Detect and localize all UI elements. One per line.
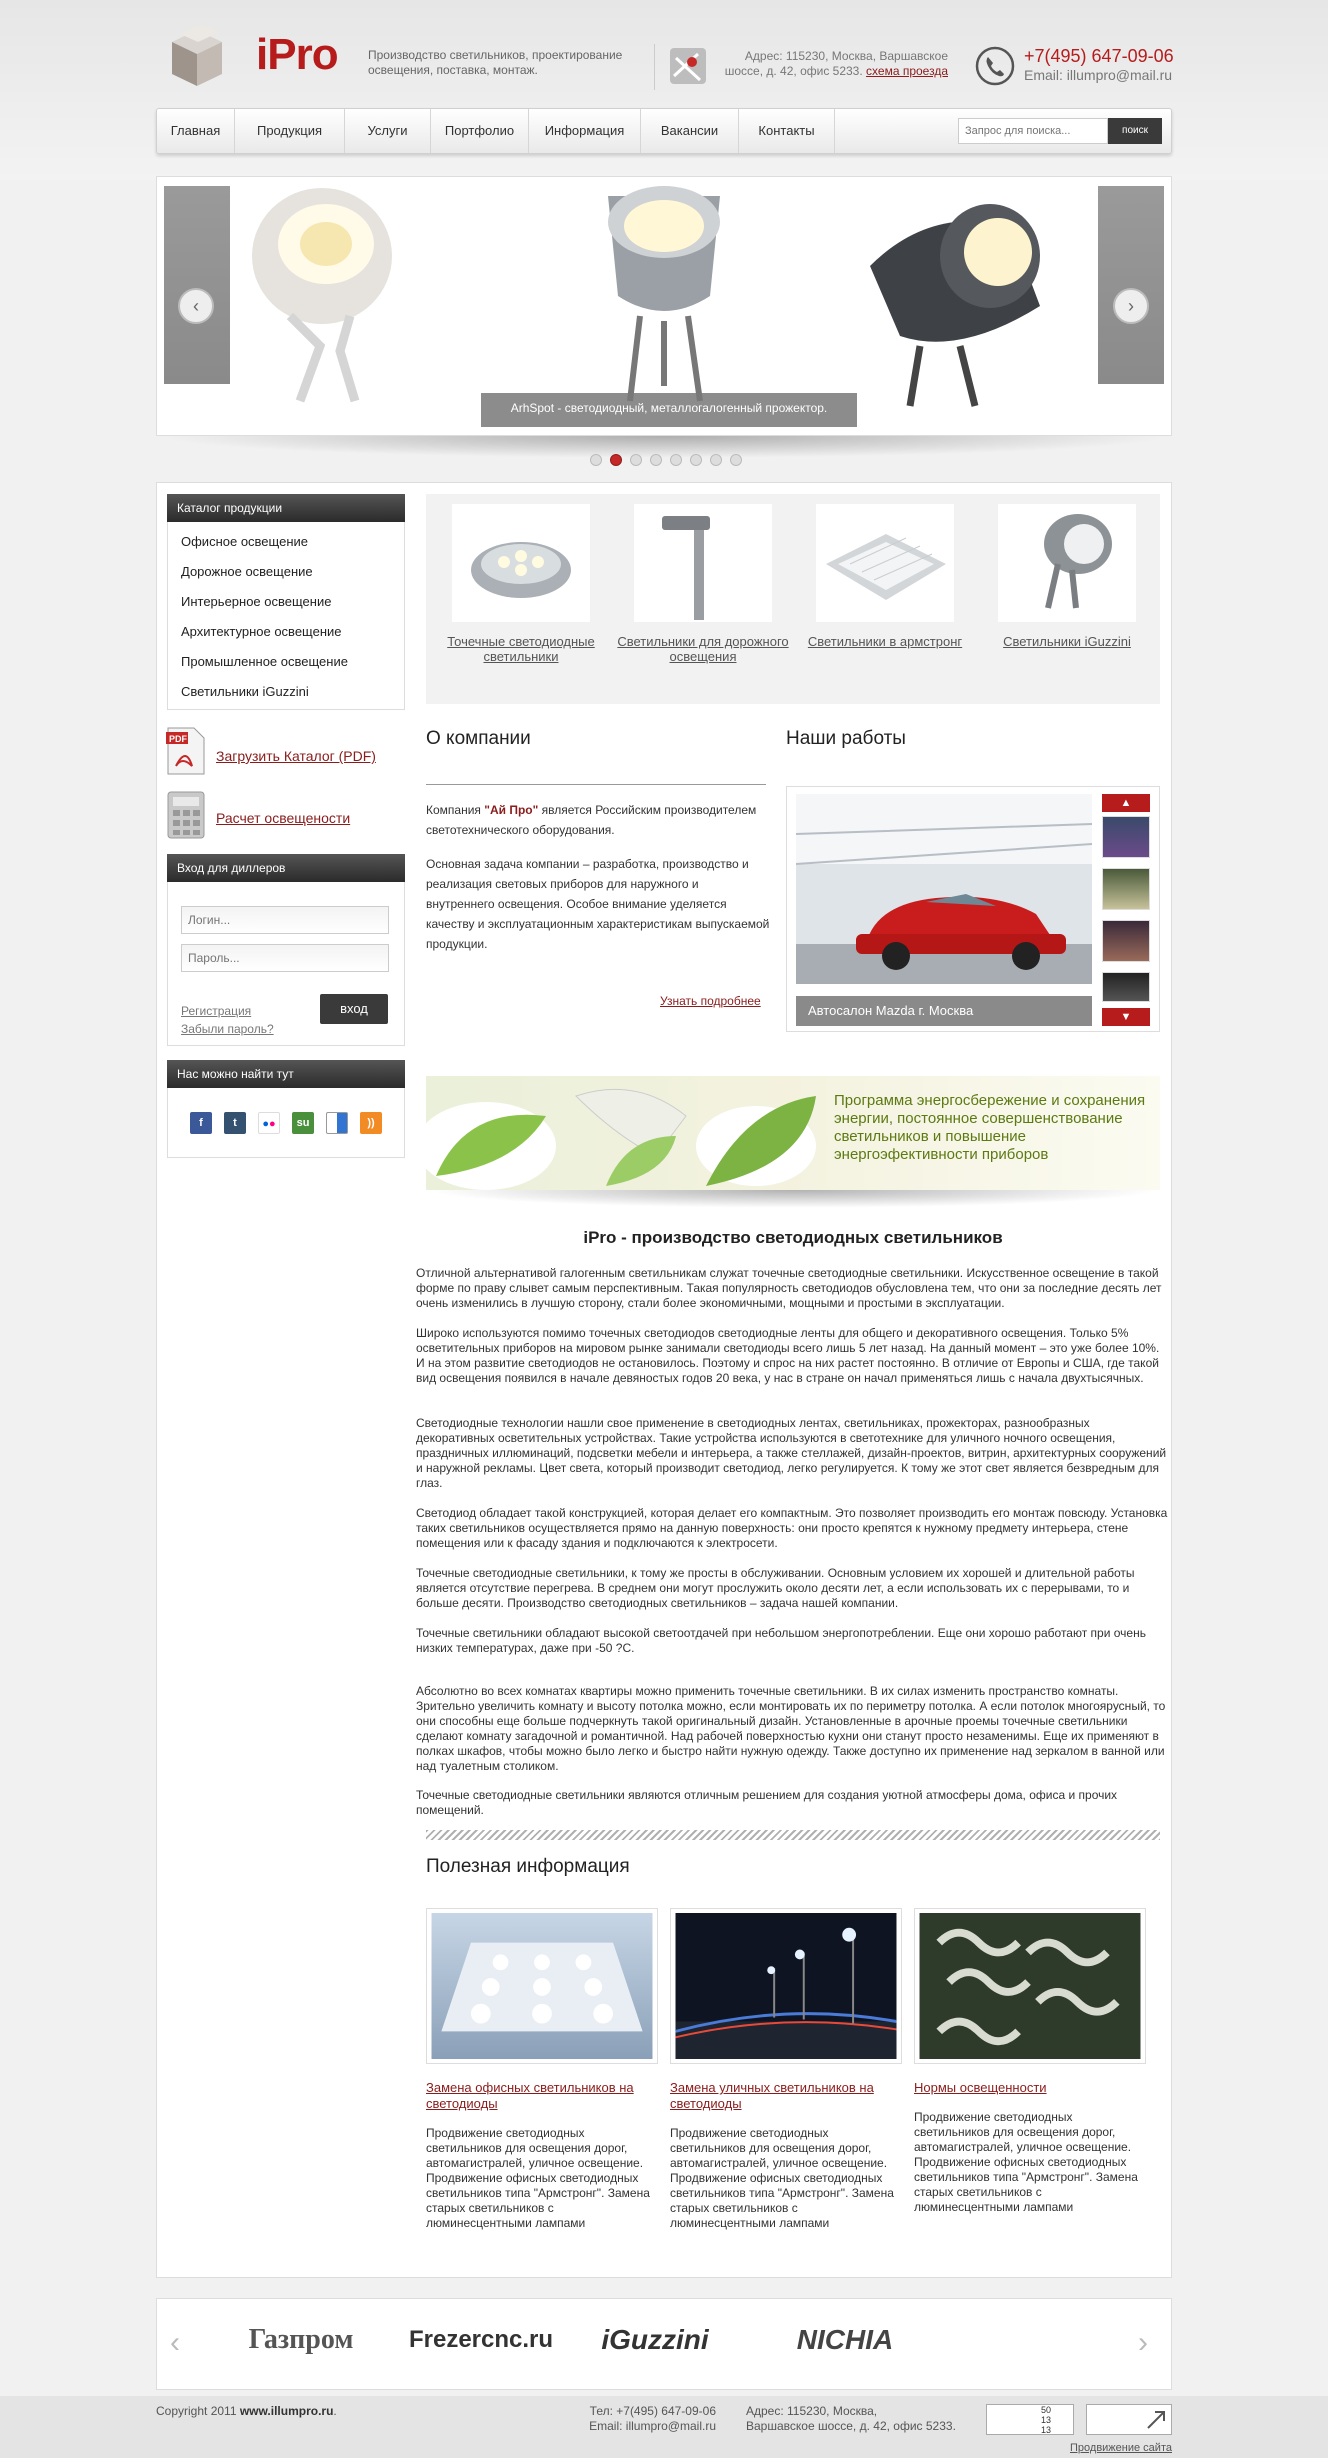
svg-text:PDF: PDF bbox=[169, 734, 187, 744]
flickr-icon[interactable]: ●● bbox=[258, 1112, 280, 1134]
catalog-item-iguzzini[interactable]: Светильники iGuzzini bbox=[181, 684, 309, 699]
info-desc-norms: Продвижение светодиодных светильников для освещения дорог, автомагистралей, уличное освещение. Продвижение офисных светодиодных светильников типа "Армстронг". Замена старых светильников с люминесцентными лампами bbox=[914, 2110, 1138, 2214]
slider-prev-panel bbox=[164, 186, 230, 384]
search-button[interactable]: поиск bbox=[1108, 118, 1162, 144]
slider-dot[interactable] bbox=[690, 454, 702, 466]
header-divider bbox=[654, 44, 655, 90]
info-image-lamps[interactable] bbox=[914, 1908, 1146, 2064]
banner-text: Программа энергосбережение и сохранения энергии, постоянное совершенствование светильников и повышение энергоэфективности приборов bbox=[834, 1092, 1146, 1163]
nav-item-portfolio[interactable]: Портфолио bbox=[431, 109, 529, 153]
slider-image bbox=[230, 186, 1098, 426]
arrow-right-icon[interactable]: › bbox=[1113, 288, 1149, 324]
works-title: Наши работы bbox=[786, 728, 906, 749]
partner-logo-iguzzini[interactable]: iGuzzini bbox=[601, 2324, 709, 2355]
product-link-iguzzini[interactable]: Светильники iGuzzini bbox=[1003, 634, 1131, 649]
banner-image bbox=[426, 1076, 826, 1190]
slider-dot[interactable] bbox=[710, 454, 722, 466]
catalog-item-road[interactable]: Дорожное освещение bbox=[181, 564, 313, 579]
rss-icon[interactable]: )) bbox=[360, 1112, 382, 1134]
nav-item-home[interactable]: Главная bbox=[157, 109, 235, 153]
phone-icon bbox=[975, 46, 1015, 86]
nav-item-vacancies[interactable]: Вакансии bbox=[641, 109, 739, 153]
partners-next-icon[interactable]: › bbox=[1138, 2326, 1148, 2359]
nav-item-products[interactable]: Продукция bbox=[235, 109, 345, 153]
header-email: Email: illumpro@mail.ru bbox=[1024, 67, 1173, 83]
stats-badge[interactable] bbox=[1086, 2404, 1172, 2435]
about-title: О компании bbox=[426, 728, 531, 749]
delicious-icon[interactable] bbox=[326, 1112, 348, 1134]
banner-shadow bbox=[426, 1190, 1160, 1208]
catalog-header: Каталог продукции bbox=[167, 494, 405, 522]
info-link-norms[interactable]: Нормы освещенности bbox=[914, 2080, 1047, 2095]
footer-contacts: Тел: +7(495) 647-09-06 Email: illumpro@mail.ru bbox=[589, 2404, 716, 2433]
slider-dot[interactable] bbox=[650, 454, 662, 466]
register-link[interactable]: Регистрация bbox=[181, 1004, 252, 1018]
info-link-street[interactable]: Замена уличных светильников на светодиоды bbox=[670, 2080, 874, 2111]
article-paragraph: Точечные светодиодные светильники являются отличным решением для создания уютной атмосферы дома, офиса и прочих помещений. bbox=[416, 1788, 1118, 1817]
works-thumb[interactable] bbox=[1102, 972, 1150, 1002]
article-paragraph: Точечные светодиодные светильники, к тому же просты в обслуживании. Основным условием их хорошей и длительной работы является отсутствие перегрева. В среднем они могут прослужить около десяти лет, а если использовать их с перерывами, то и больше десяти. Производство светодиодных светильников – задача нашей компании. bbox=[416, 1566, 1135, 1610]
article-paragraph: Светодиод обладает такой конструкцией, которая делает его компактным. Это позволяет производить его монтаж повсюду. Установка таких светильников осуществляется прямо на данную поверхность: они просто крепятся к нужному предмету интерьера, стене помещения или к фасаду здания и подключаются к электросети. bbox=[416, 1506, 1168, 1550]
dealers-header: Вход для диллеров bbox=[167, 854, 405, 882]
slider-dot[interactable] bbox=[630, 454, 642, 466]
pdf-icon bbox=[166, 726, 206, 776]
product-image-iguzzini[interactable] bbox=[998, 504, 1136, 622]
catalog-item-industrial[interactable]: Промышленное освещение bbox=[181, 654, 348, 669]
login-button[interactable]: вход bbox=[320, 994, 388, 1024]
product-link-armstrong[interactable]: Светильники в армстронг bbox=[807, 634, 963, 649]
slider-next-panel bbox=[1098, 186, 1164, 384]
tumblr-icon[interactable]: t bbox=[224, 1112, 246, 1134]
works-thumb[interactable] bbox=[1102, 920, 1150, 962]
works-thumb[interactable] bbox=[1102, 816, 1150, 858]
product-image-spot[interactable] bbox=[452, 504, 590, 622]
partner-logo-gazprom[interactable]: Газпром bbox=[248, 2324, 354, 2355]
about-more-link[interactable]: Узнать подробнее bbox=[660, 994, 761, 1008]
logo-cube-icon[interactable] bbox=[162, 22, 232, 92]
partner-logo-nichia[interactable]: NICHIA bbox=[796, 2324, 894, 2355]
useful-title: Полезная информация bbox=[426, 1856, 630, 1877]
slider-caption: ArhSpot - светодиодный, металлогалогенный прожектор. bbox=[481, 393, 857, 427]
slider-dot[interactable] bbox=[670, 454, 682, 466]
section-divider-stripes bbox=[426, 1830, 1160, 1840]
password-input[interactable] bbox=[181, 944, 389, 972]
partners-prev-icon[interactable]: ‹ bbox=[170, 2326, 180, 2359]
slider-dot-active[interactable] bbox=[610, 454, 622, 466]
product-image-armstrong[interactable] bbox=[816, 504, 954, 622]
info-image-street[interactable] bbox=[670, 1908, 902, 2064]
map-icon bbox=[668, 46, 708, 86]
catalog-item-architectural[interactable]: Архитектурное освещение bbox=[181, 624, 342, 639]
product-image-road[interactable] bbox=[634, 504, 772, 622]
catalog-item-interior[interactable]: Интерьерное освещение bbox=[181, 594, 332, 609]
works-thumb[interactable] bbox=[1102, 868, 1150, 910]
promo-link[interactable]: Продвижение сайта bbox=[1070, 2442, 1172, 2454]
copyright: Copyright 2011 www.illumpro.ru. bbox=[156, 2404, 337, 2418]
nav-item-services[interactable]: Услуги bbox=[345, 109, 431, 153]
download-catalog-link[interactable]: Загрузить Каталог (PDF) bbox=[216, 748, 376, 764]
info-desc-street: Продвижение светодиодных светильников для освещения дорог, автомагистралей, уличное освещение. Продвижение офисных светодиодных светильников типа "Армстронг". Замена старых светильников с люминесцентными лампами bbox=[670, 2126, 894, 2230]
article-paragraph: Светодиодные технологии нашли свое применение в светодиодных лентах, светильниках, прожекторах, разнообразных декоративных осветительных устройствах. Такие устройства используются в светотехнике для уличного ночного освещения, праздничных иллюминаций, подсветки мебели и интерьера, а также стеллажей, дизайн-проектов, витрин, архитектурных сооружений и наружной рекламы. Цвет света, который производит светодиод, легко регулируется. К тому же этот свет является безвредным для глаз. bbox=[416, 1416, 1167, 1490]
nav-item-contacts[interactable]: Контакты bbox=[739, 109, 835, 153]
search-input[interactable] bbox=[958, 118, 1108, 144]
nav-item-info[interactable]: Информация bbox=[529, 109, 641, 153]
logo-text[interactable]: iPro bbox=[256, 30, 338, 79]
catalog-item-office[interactable]: Офисное освещение bbox=[181, 534, 308, 549]
about-text-2: Основная задача компании – разработка, производство и реализация световых приборов для наружного и внутреннего освещения. Особое внимание уделяется качеству и эксплуатационным характеристикам выпускаемой продукции. bbox=[426, 857, 770, 951]
about-text-1: Компания "Ай Про" является Российским производителем светотехнического оборудования. bbox=[426, 803, 757, 837]
stumbleupon-icon[interactable]: su bbox=[292, 1112, 314, 1134]
works-main-image[interactable] bbox=[796, 794, 1092, 984]
facebook-icon[interactable]: f bbox=[190, 1112, 212, 1134]
header-address: Адрес: 115230, Москва, Варшавское шоссе, д. 42, офис 5233. схема проезда bbox=[724, 49, 948, 78]
social-header: Нас можно найти тут bbox=[167, 1060, 405, 1088]
tagline: Производство светильников, проектирование освещения, поставка, монтаж. bbox=[368, 48, 623, 77]
arrow-up-right-icon bbox=[1145, 2409, 1167, 2431]
info-image-office[interactable] bbox=[426, 1908, 658, 2064]
article-paragraph: Отличной альтернативой галогенным светильникам служат точечные светодиодные светильники. Искусственное освещение в такой форме по праву слывет самым перспективным. Такая популярность светодиодов обусловлена тем, что они за последние десять лет очень изменились в лучшую сторону, стали более экономичными, мощными и простыми в эксплуатации. bbox=[416, 1266, 1162, 1310]
slider-dot[interactable] bbox=[590, 454, 602, 466]
header-phone: +7(495) 647-09-06 bbox=[1024, 46, 1174, 66]
calculator-icon bbox=[166, 790, 206, 840]
works-caption: Автосалон Mazda г. Москва bbox=[796, 996, 1092, 1026]
chevron-up-icon[interactable]: ▲ bbox=[1102, 794, 1150, 812]
article-paragraph: Широко используются помимо точечных светодиодов светодиодные ленты для общего и декоративного освещения. Только 5% осветительных приборов на мировом рынке занимали светодиоды всего лишь 5 лет назад. На данный момент – это уже более 10%. И на этом развитие светодиодов не остановилось. Поэтому и спрос на них растет постоянно. В отличие от Европы и США, где такой вид освещения появился в начале девяностых годов 20 века, у нас в стране он начал применяться лишь с начала двухтысячных. bbox=[416, 1326, 1160, 1385]
slider-dot[interactable] bbox=[730, 454, 742, 466]
slider-shadow bbox=[156, 436, 1172, 458]
forgot-password-link[interactable]: Забыли пароль? bbox=[181, 1022, 274, 1036]
arrow-left-icon[interactable]: ‹ bbox=[178, 288, 214, 324]
article-paragraph: Абсолютно во всех комнатах квартиры можно применить точечные светильники. В их силах изменить пространство комнаты. Зрительно увеличить комнату и высоту потолка можно, если монтировать их по периметру потолка. А если потолок многоярусный, то они способны еще больше подчеркнуть такой оригинальный дизайн. Установленные в арочные проемы точечные светильники сделают комнату загадочной и романтичной. Над рабочей поверхностью кухни они станут просто незаменимы. Еще их применяют в полках шкафов, чтобы можно было легко и быстро найти нужную одежду. Также доступно их применение над зеркалом в ванной или над туалетным столиком. bbox=[416, 1684, 1166, 1773]
article-title: iPro - производство светодиодных светильников bbox=[583, 1228, 1003, 1247]
visit-counter[interactable]: 50 13 13 bbox=[986, 2404, 1074, 2435]
calc-link[interactable]: Расчет освещености bbox=[216, 810, 351, 826]
partner-logo-frezercnc[interactable]: Frezercnc.ru bbox=[408, 2326, 554, 2353]
product-link-spot[interactable]: Точечные светодиодные светильники bbox=[447, 634, 595, 664]
info-link-office[interactable]: Замена офисных светильников на светодиоды bbox=[426, 2080, 634, 2111]
info-desc-office: Продвижение светодиодных светильников для освещения дорог, автомагистралей, уличное освещение. Продвижение офисных светодиодных светильников типа "Армстронг". Замена старых светильников с люминесцентными лампами bbox=[426, 2126, 650, 2230]
catalog-box bbox=[167, 522, 405, 710]
chevron-down-icon[interactable]: ▼ bbox=[1102, 1008, 1150, 1026]
login-input[interactable] bbox=[181, 906, 389, 934]
article-paragraph: Точечные светильники обладают высокой светоотдачей при небольшом энергопотреблении. Еще они хорошо работают при очень низких температурах, даже при -50 ?С. bbox=[416, 1626, 1146, 1655]
footer-address: Адрес: 115230, Москва, Варшавское шоссе, д. 42, офис 5233. bbox=[746, 2404, 956, 2433]
about-divider bbox=[426, 784, 766, 785]
map-link[interactable]: схема проезда bbox=[866, 64, 948, 78]
product-link-road[interactable]: Светильники для дорожного освещения bbox=[617, 634, 789, 664]
